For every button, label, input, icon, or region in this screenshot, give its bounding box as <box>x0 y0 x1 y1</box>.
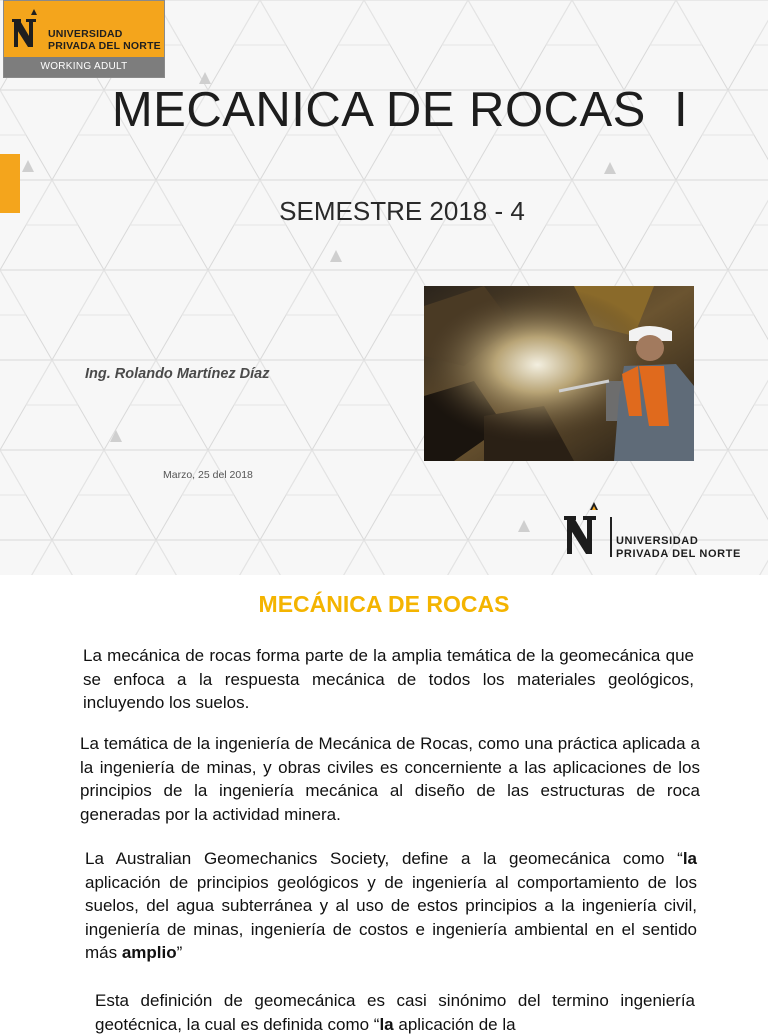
section-title: MECÁNICA DE ROCAS <box>258 591 510 617</box>
slide-date: Marzo, 25 del 2018 <box>163 469 253 481</box>
upn-logo-mark-icon <box>10 7 42 51</box>
upn-logo-mark-icon <box>562 500 602 558</box>
paragraph-3-text-a: La Australian Geomechanics Society, define a la geomecánica como “ <box>85 849 683 868</box>
paragraph-2: La temática de la ingeniería de Mecánica de Rocas, como una práctica aplicada a la ingeniería de minas, y obras civiles es concerniente a las aplicaciones de los principios de la ingeniería mecánica al diseño de las estructuras de roca generadas por la actividad minera. <box>80 734 700 824</box>
university-logo <box>3 0 165 78</box>
mining-engineer-photo <box>424 286 694 461</box>
paragraph-3-bold-b: amplio <box>121 943 177 962</box>
university-name-line2: PRIVADA DEL NORTE <box>48 40 161 52</box>
university-logo-secondary <box>562 500 762 560</box>
paragraph-3 <box>85 847 697 965</box>
university-name-line1: UNIVERSIDAD <box>616 535 699 547</box>
paragraph-1: La mecánica de rocas forma parte de la amplia temática de la geomecánica que se enfoca a la respuesta mecánica de todos los materiales geológicos, incluyendo los suelos. <box>83 646 694 712</box>
semester-label: SEMESTRE 2018 - 4 <box>279 196 525 226</box>
slide-title: MECANICA DE ROCAS I <box>111 83 689 137</box>
logo-separator <box>610 517 612 557</box>
university-name-line2: PRIVADA DEL NORTE <box>616 547 741 560</box>
working-adult-band: WORKING ADULT <box>4 57 164 77</box>
university-name-line1: UNIVERSIDAD <box>48 28 123 40</box>
university-name <box>48 28 161 52</box>
paragraph-3-text-c: ” <box>176 943 183 962</box>
paragraph-4-text-a: Esta definición de geomecánica es casi sinónimo del termino ingeniería geotécnica, la cual es definida como “ <box>95 991 695 1034</box>
paragraph-3-text-b: aplicación de principios geológicos y de ingeniería al comportamiento de los suelos, del agua subterránea y al uso de estos principios a la ingeniería civil, ingeniería de minas, ingeniería de costos e ingeniería ambiental en el sentido más <box>85 872 697 962</box>
university-name-secondary <box>616 535 741 560</box>
author-name: Ing. Rolando Martínez Díaz <box>85 366 270 382</box>
content-slide <box>0 575 768 1034</box>
paragraph-3-bold-a: la <box>682 849 697 868</box>
paragraph-4 <box>95 989 695 1036</box>
paragraph-4-bold-a: la <box>379 1014 394 1034</box>
paragraph-4-text-b: aplicación de la <box>393 1014 516 1034</box>
